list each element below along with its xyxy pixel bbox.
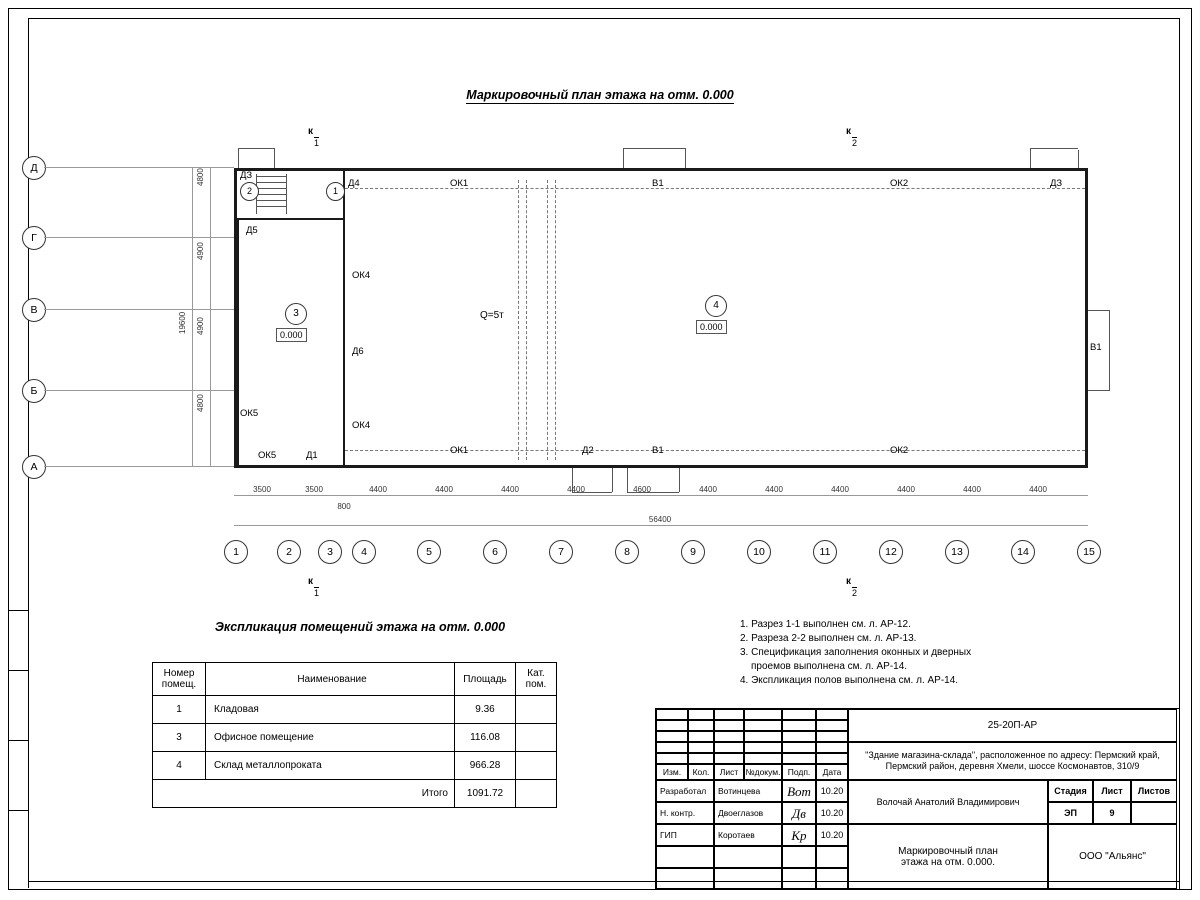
stamp-date-inspector: 10.20: [816, 802, 848, 824]
axis-circle-7[interactable]: 7: [549, 540, 573, 564]
stamp-col-data: Дата: [816, 764, 848, 780]
cell-kat: [516, 696, 557, 724]
stamp-object-description: [848, 742, 1177, 780]
table-header-row: [153, 663, 557, 696]
cut-mark-letter: к: [846, 126, 852, 137]
plan-title: [0, 88, 1200, 102]
hdim-3: 4400: [369, 485, 387, 494]
revision-cell: [656, 753, 688, 764]
vestibule-top-right-r: [1078, 150, 1079, 168]
door-tag-1[interactable]: 1: [326, 182, 345, 201]
stamp-chief-name: Волочай Анатолий Владимирович: [848, 780, 1048, 824]
hdim-9: 4400: [765, 485, 783, 494]
revision-cell: [782, 731, 816, 742]
opening-label-v1-right: В1: [1090, 342, 1102, 353]
opening-label-ok2-top: ОК2: [890, 178, 909, 189]
axis-circle-3[interactable]: 3: [318, 540, 342, 564]
cell-name: Склад металлопроката: [206, 752, 455, 780]
axis-circle-d[interactable]: Д: [22, 156, 46, 180]
stamp-sheet-title-line-1: Маркировочный план: [898, 845, 998, 857]
sheet-left-margin-strip: [8, 610, 29, 888]
wall-bottom: [234, 465, 1088, 468]
stamp-blank-left-4: [816, 846, 848, 868]
notes-block: [740, 618, 1070, 688]
stamp-role-inspector: Н. контр.: [656, 802, 714, 824]
explication-title-text: Экспликация помещений этажа на отм. 0.000: [214, 620, 506, 634]
cell-name: Кладовая: [206, 696, 455, 724]
axis-circle-13[interactable]: 13: [945, 540, 969, 564]
revision-cell: [688, 731, 714, 742]
stamp-sheet-title: [848, 824, 1048, 889]
hdim-12: 4400: [963, 485, 981, 494]
note-2: 2. Разреза 2-2 выполнен см. л. АР-13.: [740, 633, 917, 644]
hdim-sub: 800: [337, 502, 351, 511]
revision-cell: [816, 720, 848, 731]
cut-mark-number: 1: [314, 138, 320, 148]
stamp-blank-left-2: [714, 846, 782, 868]
vdim-1: 4800: [196, 168, 205, 186]
table-row: [153, 696, 557, 724]
opening-label-d6: Д6: [352, 346, 364, 357]
revision-cell: [688, 709, 714, 720]
stamp-role-developer: Разработал: [656, 780, 714, 802]
axis-circle-6[interactable]: 6: [483, 540, 507, 564]
cell-area: 966.28: [455, 752, 516, 780]
cell-area: 9.36: [455, 696, 516, 724]
stamp-blank-left-8: [816, 868, 848, 889]
revision-cell: [782, 720, 816, 731]
vestibule-top-left-l: [238, 148, 239, 168]
stamp-sign-developer: Вот: [782, 780, 816, 802]
stamp-name-inspector: Двоеглазов: [714, 802, 782, 824]
stair-outline-right: [286, 174, 287, 214]
opening-label-ok1-top: ОК1: [450, 178, 469, 189]
axis-circle-5[interactable]: 5: [417, 540, 441, 564]
opening-label-v1-bottom: В1: [652, 445, 664, 456]
vestibule-top-mid-l: [623, 148, 624, 168]
col-header-number: Номер помещ.: [153, 663, 206, 696]
hdim-2: 3500: [305, 485, 323, 494]
opening-label-ok5-bottom: ОК5: [258, 450, 277, 461]
plan-dashed-line-v2: [526, 180, 527, 460]
opening-label-d1: Д1: [306, 450, 318, 461]
cell-number: 4: [153, 752, 206, 780]
stair-step-5: [256, 200, 286, 201]
revision-cell: [816, 731, 848, 742]
opening-label-ok5-left: ОК5: [240, 408, 259, 419]
hdim-1: 3500: [253, 485, 271, 494]
door-tag-2[interactable]: 2: [240, 182, 259, 201]
stamp-sign-inspector: Дв: [782, 802, 816, 824]
stamp-doc-code: 25-20П-АР: [848, 709, 1177, 742]
revision-cell: [656, 709, 688, 720]
revision-cell: [744, 742, 782, 753]
stair-step-4: [256, 194, 286, 195]
revision-cell: [714, 720, 744, 731]
axis-line-b: [44, 390, 234, 391]
cut-mark-number: 1: [314, 588, 320, 598]
axis-circle-4[interactable]: 4: [352, 540, 376, 564]
stamp-company: ООО "Альянс": [1048, 824, 1177, 889]
axis-circle-15[interactable]: 15: [1077, 540, 1101, 564]
stamp-col-list: Лист: [714, 764, 744, 780]
right-bump-right: [1109, 310, 1110, 390]
opening-label-ok2-bottom: ОК2: [890, 445, 909, 456]
revision-cell: [782, 753, 816, 764]
cut-mark-letter: к: [308, 576, 314, 587]
stamp-sign-gip: Кр: [782, 824, 816, 846]
axis-circle-8[interactable]: 8: [615, 540, 639, 564]
axis-line-d: [44, 167, 234, 168]
hdim-11: 4400: [897, 485, 915, 494]
wall-office-stair: [237, 168, 345, 170]
opening-label-v1-top: В1: [652, 178, 664, 189]
col-header-area: Площадь: [455, 663, 516, 696]
hdim-line-total: [234, 525, 1088, 526]
plan-dashed-line-v3: [547, 180, 548, 460]
stamp-blank-left-5: [656, 868, 714, 889]
axis-circle-2[interactable]: 2: [277, 540, 301, 564]
wall-right: [1085, 168, 1088, 468]
axis-circle-a[interactable]: А: [22, 455, 46, 479]
axis-circle-12[interactable]: 12: [879, 540, 903, 564]
hdim-4: 4400: [435, 485, 453, 494]
table-row: [153, 724, 557, 752]
revision-cell: [744, 731, 782, 742]
room-level-4: 0.000: [696, 320, 727, 334]
cut-mark-number: 2: [852, 138, 858, 148]
axis-circle-11[interactable]: 11: [813, 540, 837, 564]
stamp-blank-left-6: [714, 868, 782, 889]
plan-dashed-line-v4: [555, 180, 556, 460]
revision-cell: [688, 753, 714, 764]
opening-label-d2: Д2: [582, 445, 594, 456]
revision-cell: [688, 742, 714, 753]
revision-cell: [744, 709, 782, 720]
stamp-col-kol: Кол.: [688, 764, 714, 780]
vdim-total: 19600: [178, 311, 187, 334]
hdim-10: 4400: [831, 485, 849, 494]
room-number-3[interactable]: 3: [285, 303, 307, 325]
note-3-cont: проемов выполнена см. л. АР-14.: [751, 661, 908, 672]
axis-circle-9[interactable]: 9: [681, 540, 705, 564]
revision-cell: [714, 753, 744, 764]
opening-label-dz-2: ДЗ: [1050, 178, 1063, 189]
axis-circle-b[interactable]: Б: [22, 379, 46, 403]
right-bump-top: [1088, 310, 1110, 311]
cell-area: 116.08: [455, 724, 516, 752]
cut-mark-letter: к: [846, 576, 852, 587]
stamp-role-gip: ГИП: [656, 824, 714, 846]
plan-title-text: Маркировочный план этажа на отм. 0.000: [466, 88, 734, 102]
col-header-name: Наименование: [206, 663, 455, 696]
total-kat: [516, 780, 557, 808]
total-value: 1091.72: [455, 780, 516, 808]
opening-label-ok1-bottom: ОК1: [450, 445, 469, 456]
vdim-4: 4800: [196, 394, 205, 412]
stamp-lists-header: Листов: [1131, 780, 1177, 802]
stamp-lists-value: [1131, 802, 1177, 824]
note-3: 3. Спецификация заполнения оконных и дверных: [740, 647, 972, 658]
stamp-name-developer: Вотинцева: [714, 780, 782, 802]
vestibule-top-left-r: [274, 148, 275, 168]
table-row: [153, 752, 557, 780]
stair-step-1: [256, 176, 286, 177]
cell-number: 1: [153, 696, 206, 724]
revision-cell: [744, 720, 782, 731]
stamp-col-izm: Изм.: [656, 764, 688, 780]
opening-label-d4: Д4: [348, 178, 360, 189]
stamp-list-header: Лист: [1093, 780, 1131, 802]
revision-cell: [714, 731, 744, 742]
hdim-total: 56400: [648, 515, 672, 524]
wall-top: [234, 168, 1088, 171]
room-number-4[interactable]: 4: [705, 295, 727, 317]
stair-step-6: [256, 206, 286, 207]
stamp-sheet-title-line-2: этажа на отм. 0.000.: [901, 856, 995, 868]
stamp-blank-left-1: [656, 846, 714, 868]
col-header-kat: Кат. пом.: [516, 663, 557, 696]
vdim-3: 4900: [196, 317, 205, 335]
cut-mark-1-top: [308, 126, 319, 148]
axis-circle-v[interactable]: В: [22, 298, 46, 322]
vestibule-top-right: [1030, 148, 1078, 149]
explication-table: [152, 662, 557, 808]
axis-circle-1[interactable]: 1: [224, 540, 248, 564]
vdim-line: [210, 167, 211, 467]
stamp-col-podp: Подп.: [782, 764, 816, 780]
opening-label-ok4-upper: ОК4: [352, 270, 371, 281]
stamp-blank-left-3: [782, 846, 816, 868]
right-bump-bottom: [1088, 390, 1110, 391]
revision-cell: [714, 709, 744, 720]
plan-dashed-line-v1: [518, 180, 519, 460]
cell-number: 3: [153, 724, 206, 752]
axis-circle-14[interactable]: 14: [1011, 540, 1035, 564]
wall-stair-bottom: [237, 218, 345, 220]
vestibule-top-mid: [623, 148, 685, 149]
note-1: 1. Разрез 1-1 выполнен см. л. АР-12.: [740, 619, 911, 630]
vestibule-top-mid-r: [685, 148, 686, 168]
revision-cell: [816, 709, 848, 720]
stamp-list-value: 9: [1093, 802, 1131, 824]
hdim-line: [234, 495, 1088, 496]
stair-step-2: [256, 182, 286, 183]
hdim-13: 4400: [1029, 485, 1047, 494]
revision-cell: [656, 742, 688, 753]
hdim-6: 4400: [567, 485, 585, 494]
stamp-name-gip: Коротаев: [714, 824, 782, 846]
vdim-2: 4900: [196, 242, 205, 260]
revision-cell: [688, 720, 714, 731]
wall-office-right: [343, 168, 345, 468]
vdim-line-outer: [192, 167, 193, 467]
revision-cell: [744, 753, 782, 764]
opening-label-d5: Д5: [246, 225, 258, 236]
hdim-8: 4400: [699, 485, 717, 494]
hdim-7: 4600: [633, 485, 651, 494]
axis-circle-g[interactable]: Г: [22, 226, 46, 250]
revision-cell: [656, 720, 688, 731]
axis-circle-10[interactable]: 10: [747, 540, 771, 564]
room-level-3: 0.000: [276, 328, 307, 342]
revision-cell: [656, 731, 688, 742]
total-label: Итого: [153, 780, 455, 808]
table-total-row: [153, 780, 557, 808]
axis-line-g: [44, 237, 234, 238]
cut-mark-2-top: [846, 126, 857, 148]
revision-cell: [782, 742, 816, 753]
cut-mark-1-bottom: [308, 576, 319, 598]
cell-kat: [516, 752, 557, 780]
stamp-object-line-2: Пермский район, деревня Хмели, шоссе Космонавтов, 310/9: [885, 761, 1140, 771]
cut-mark-letter: к: [308, 126, 314, 137]
revision-cell: [782, 709, 816, 720]
stamp-stage-header: Стадия: [1048, 780, 1093, 802]
revision-cell: [816, 742, 848, 753]
floor-plan: [30, 120, 1140, 598]
cell-name: Офисное помещение: [206, 724, 455, 752]
vestibule-top-right-l: [1030, 148, 1031, 168]
title-block: [655, 708, 1180, 890]
opening-label-dz-1: ДЗ: [240, 170, 253, 181]
axis-line-a: [44, 466, 234, 467]
stair-step-3: [256, 188, 286, 189]
wall-office-lower: [237, 220, 239, 468]
revision-cell: [816, 753, 848, 764]
cut-mark-number: 2: [852, 588, 858, 598]
opening-label-ok4-lower: ОК4: [352, 420, 371, 431]
note-4: 4. Экспликация полов выполнена см. л. АР-14.: [740, 675, 959, 686]
cell-kat: [516, 724, 557, 752]
revision-cell: [714, 742, 744, 753]
explication-title: [150, 620, 570, 634]
stamp-date-developer: 10.20: [816, 780, 848, 802]
vestibule-top-left: [238, 148, 274, 149]
axis-line-v: [44, 309, 234, 310]
cut-mark-2-bottom: [846, 576, 857, 598]
hdim-5: 4400: [501, 485, 519, 494]
stamp-col-ndoc: №докум.: [744, 764, 782, 780]
stamp-date-gip: 10.20: [816, 824, 848, 846]
crane-capacity-label: Q=5т: [480, 310, 504, 321]
stamp-object-line-1: "Здание магазина-склада", расположенное по адресу: Пермский край,: [865, 750, 1160, 760]
stamp-stage-value: ЭП: [1048, 802, 1093, 824]
stamp-blank-left-7: [782, 868, 816, 889]
